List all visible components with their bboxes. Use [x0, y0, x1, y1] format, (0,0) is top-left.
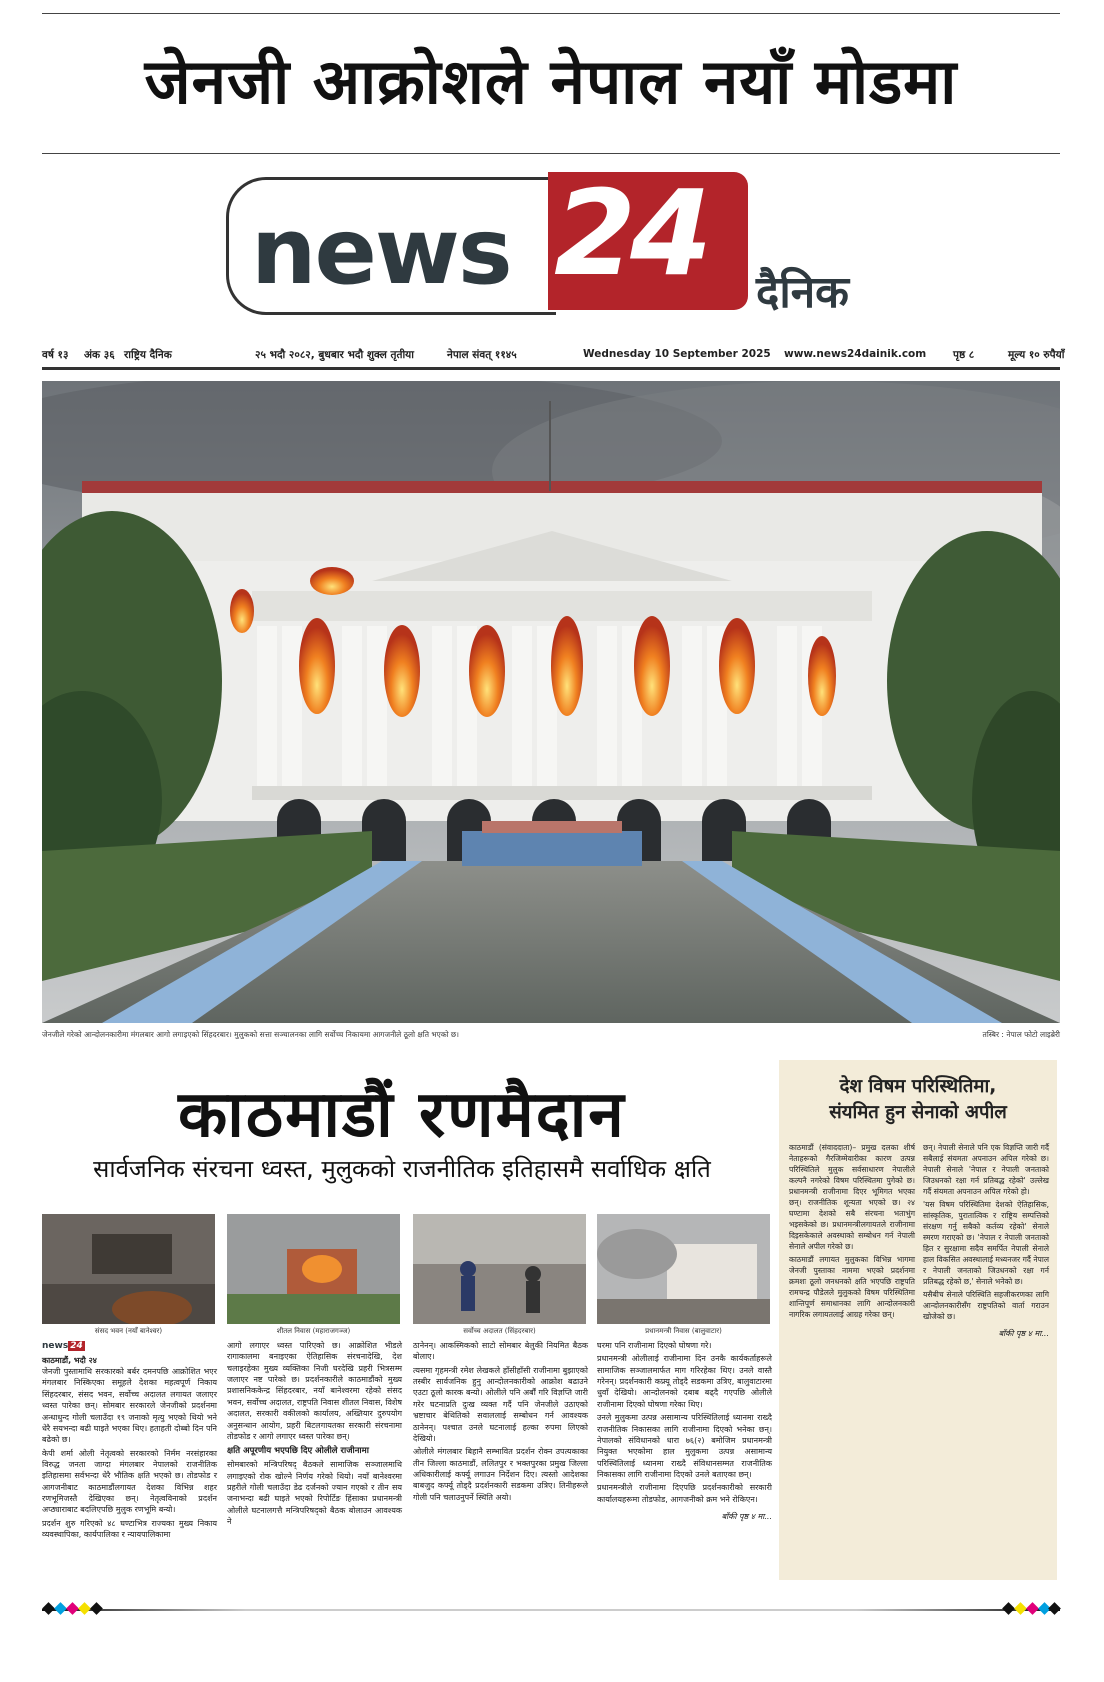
- hero-credit: तस्बिर : नेपाल फोटो लाइब्रेरी: [982, 1030, 1060, 1039]
- sidebar-continued-note: बाँकी पृष्ठ ४ मा...: [998, 1329, 1049, 1338]
- story-paragraph: त्यसमा गृहमन्त्री रमेश लेखकले हाँसीहाँसी राजीनामा बुझाएको तस्बीर सार्वजनिक हुनु आन्दोलनकारीको आक्रोश बढाउने एउटा ठूलो कारक बन्यो। ओलीले पनि अर्बौं गरि विज्ञप्ति जारी गरेर घटनाप्रति दुःख व्यक्त गर्दै पनि जेनजीले उठाएको भ्रष्टाचार बेथितिको सवाललाई सम्बोधन गर्न आवश्यक ठानेनन्। पश्चात उनले घटनालाई हल्का रुपमा लिएको देखियो।: [413, 1365, 588, 1443]
- print-registration-bar: [42, 1603, 1060, 1617]
- thumb-pm-residence: [597, 1214, 770, 1324]
- logo-frame: [226, 177, 556, 315]
- nepali-date: २५ भदौ २०८२, बुधबार भदौ शुक्ल तृतीया: [255, 349, 414, 361]
- sidebar-paragraph: यसैबीच सेनाले परिस्थिति सहजीकरणका लागि आन्दोलनकारीसँग राष्ट्रपतिको वार्ता गराउन खोजेको छ।: [923, 1290, 1049, 1321]
- thumb-caption-1: संसद भवन (नयाँ बानेश्वर): [94, 1327, 163, 1335]
- paper-type: राष्ट्रिय दैनिक: [124, 349, 172, 361]
- logo-word: news: [251, 198, 511, 305]
- dateline-rule: [42, 367, 1060, 370]
- sidebar-story: [779, 1060, 1057, 1580]
- story-paragraph: ठानेनन्। आकस्मिकको साटो सोमबार बेलुकी नियमित बैठक बोलाए।: [413, 1341, 588, 1362]
- story-paragraph: प्रधानमन्त्री ओलीलाई राजीनामा दिन उनकै कार्यकर्ताहरूले सामाजिक सञ्जालमार्फत माग गरिरहेका थिए। उनले वास्तै गरेनन्। प्रदर्शनकारी कफ्र्यू तोड्दै सडकमा उत्रिए, बालुवाटारमा धुवाँ देखियो। आन्दोलनको दबाब बढ्दै गएपछि ओलीले राजीनामा दिएको घोषणा गरेका थिए।: [597, 1354, 772, 1409]
- story-dateline: काठमाडौं, भदौ २४: [42, 1355, 97, 1365]
- story-column-2: [227, 1340, 402, 1529]
- registration-mark: [42, 1602, 55, 1615]
- english-date: Wednesday 10 September 2025: [583, 348, 771, 360]
- nepal-sambat: नेपाल संवत् ११४५: [447, 349, 517, 361]
- story-paragraph: उनले मुलुकमा उत्पन्न असामान्य परिस्थितिलाई ध्यानमा राख्दै राजनीतिक निकासका लागि राजीनामा दिएको भनेका छन्। नेपालको संविधानको धारा ७६(२) बमोजिम प्रधानमन्त्री नियुक्त भएकोमा हाल मुलुकमा उत्पन्न असामान्य परिस्थितिलाई ध्यानमा राख्दै संविधानसम्मत राजनीतिक निकासका लागि राजीनामा दिएको उनले बताएका छन्।: [597, 1413, 772, 1479]
- story-paragraph: प्रदर्शन शुरु गरिएको ४८ घण्टाभित्र राज्यका मुख्य निकाय व्यवस्थापिका, कार्यपालिका र न्यायपालिकामा: [42, 1518, 217, 1540]
- masthead-logo: [226, 164, 886, 342]
- thumb-caption-2: शीतल निवास (महाराजगञ्ज): [276, 1327, 351, 1335]
- thumb-parliament: [42, 1214, 215, 1324]
- issue-number: अंक ३६: [84, 349, 115, 361]
- main-headline: काठमाडौं रणमैदान: [178, 1078, 626, 1152]
- logo-number: 24: [554, 164, 707, 302]
- story-paragraph: प्रधानमन्त्रीले राजीनामा दिएपछि प्रदर्शनकारीको सरकारी कार्यालयहरूमा तोडफोड, आगजनीको क्रम भने रोकिएन।: [597, 1483, 772, 1504]
- sidebar-paragraph: 'यस विषम परिस्थितिमा देशको ऐतिहासिक, सांस्कृतिक, पुरातात्विक र राष्ट्रिय सम्पत्तिको संरक्षण गर्नु सबैको कर्तव्य रहेको' सेनाले स्मरण गराएको छ। 'नेपाल र नेपाली जनताको हित र सुरक्षामा सदैव समर्पित नेपाली सेनाले हाल विकसित अवस्थालाई मध्यनजर गर्दै नेपाल र नेपाली जनताको जिउधनको रक्षा गर्न प्रतिबद्ध रहेको छ,' सेनाले भनेको छ।: [923, 1200, 1049, 1286]
- price: मूल्य १० रुपैयाँ: [1008, 349, 1065, 361]
- hero-caption: जेनजीले गरेको आन्दोलनकारीमा मंगलबार आगो लगाइएको सिंहदरबार। मुलुकको सत्ता सञ्चालनका लागि सर्वोच्च निकायमा आगजनीले ठूलो क्षति भएको छ।: [42, 1030, 460, 1039]
- top-headline: जेनजी आक्रोशले नेपाल नयाँ मोडमा: [144, 45, 958, 118]
- story-paragraph: सोमबारको मन्त्रिपरिषद् बैठकले सामाजिक सञ्जालमाथि लगाइएको रोक खोल्ने निर्णय गरेको थियो। नयाँ बानेश्वरमा प्रहरीले गोली चलाउँदा डेढ दर्जनको ज्यान गएको र तीन सय जनाभन्दा बढी घाइते भएको रिपोर्टिङ हिंसाका प्रधानमन्त्री ओलीले घटनालगत्तै मन्त्रिपरिषद्को बैठक बोलाउन आवश्यक ने: [227, 1460, 402, 1527]
- top-rule: [42, 13, 1060, 14]
- thumb-supreme-court: [413, 1214, 586, 1324]
- page-count: पृष्ठ ८: [953, 349, 975, 361]
- burning-palace-image: [42, 381, 1060, 1023]
- story-column-3: [413, 1340, 588, 1505]
- dateline-bar: [42, 348, 1065, 366]
- mini-logo: news 24: [42, 1341, 83, 1351]
- story-subheading: क्षति अपूरणीय भएपछि दिए ओलीले राजीनामा: [227, 1446, 369, 1457]
- story-paragraph: ओलीले मंगलबार बिहानै सम्भावित प्रदर्शन रोक्न उपत्यकाका तीन जिल्ला काठमाडौं, ललितपुर र भक्तपुरका प्रमुख जिल्ला अधिकारीलाई कर्फ्यू लगाउन निर्देशन दिए। त्यस्तो आदेशका बाबजुद कर्फ्यू तोड्दै प्रदर्शनकारी सडकमा उत्रिए। तिनीहरूले गोली पनि चलाउनुपर्ने स्थिति अयो।: [413, 1447, 588, 1502]
- story-column-1: [42, 1340, 217, 1543]
- main-subheadline: सार्वजनिक संरचना ध्वस्त, मुलुकको राजनीतिक इतिहासमै सर्वाधिक क्षति: [93, 1155, 711, 1183]
- story-paragraph: घरमा पनि राजीनामा दिएको घोषणा गरे।: [597, 1341, 712, 1350]
- sidebar-paragraph: काठमाडौं लगायत मुलुकका विभिन्न भागमा जेनजी पुस्ताका नाममा भएको प्रदर्शनमा क्रमशः ठूलो जनधनको क्षति भएपछि राष्ट्रपति रामचन्द्र पौडेलले मुलुकको विषम परिस्थितिमा शान्तिपूर्ण समाधानका लागि आन्दोलनकारी नागरिक लगायतलाई आग्रह गरेका छन्।: [789, 1255, 915, 1319]
- headline-rule: [42, 153, 1060, 154]
- sidebar-paragraph: काठमाडौं (संवाददाता)– प्रमुख दलका शीर्ष नेताहरूको गैरजिम्मेवारीका कारण उत्पन्न परिस्थितिले मुलुक सर्वसाधारण नेपालीले कल्पनै नगरेको विषम परिस्थितमा पुगेको छ। प्रधानमन्त्री राजीनामा दिएर भूमिगत भएका छन्। राजनीतिक शून्यता भएको छ। २४ घण्टामा देशको सबै संरचना भताभुंग भइसकेको छ। प्रधानमन्त्रीलगायतले राजीनामा दिइसकेकाले अवस्थाको सम्बोधन गर्न नेपाली सेनाले अपील गरेको छ।: [789, 1143, 915, 1251]
- logo-suffix: दैनिक: [756, 267, 849, 318]
- story-paragraph: आगो लगाएर ध्वस्त पारिएको छ। आक्रोशित भीडले रागाकालमा बनाइएका ऐतिहासिक संरचनादेखि, देश चलाइरहेका मुख्य व्यक्तिका निजी घरदेखि प्रहरी भित्रसम्म जलाएर नष्ट पारेको छ। प्रदर्शनकारीले काठमाडौंको मुख्य प्रशासनिककेन्द्र सिंहदरबार, नयाँ बानेश्वरमा रहेको संसद भवन, सर्वोच्च अदालत, राष्ट्रपति निवास शीतल निवास, विशेष अदालत, सरकारी वकीलको कार्यालय, अख्तियार दुरुपयोग अनुसन्धान आयोग, प्रहरी बिटलगायतका सरकारी संरचनामा तोडफोड र आगो लगाएर ध्वस्त पारेका छन्।: [227, 1341, 402, 1441]
- volume: वर्ष १३: [42, 349, 69, 361]
- sidebar-column-2: [923, 1142, 1049, 1340]
- sidebar-column-1: [789, 1142, 915, 1322]
- thumb-caption-3: सर्वोच्च अदालत (सिंहदरबार): [463, 1327, 536, 1335]
- story-column-4: [597, 1340, 772, 1522]
- thumb-caption-4: प्रधानमन्त्री निवास (बालुवाटार): [645, 1327, 722, 1335]
- sidebar-paragraph: छन्। नेपाली सेनाले पनि एक विज्ञप्ति जारी गर्दै सबैलाई संयमता अपनाउन अपिल गरेको छ। नेपाली सेनाले 'नेपाल र नेपाली जनताको जिउधनको रक्षा गर्न प्रतिबद्ध रहेको' उल्लेख गर्दै संयमता अपनाउन अपिल गरेको हो।: [923, 1143, 1049, 1196]
- continued-note: बाँकी पृष्ठ ४ मा...: [721, 1512, 772, 1522]
- thumb-sheetal-niwas: [227, 1214, 400, 1324]
- website: www.news24dainik.com: [784, 348, 927, 360]
- sidebar-headline: देश विषम परिस्थितिमा, संयमित हुन सेनाको अपील: [829, 1076, 1007, 1123]
- story-paragraph: जेनजी पुस्तामाथि सरकारको बर्बर दमनपछि आक्रोशित भएर मंगलबार निस्किएका समूहले देशका महत्वपूर्ण निकाय सिंहदरबार, संसद भवन, सर्वोच्च अदालत लगायत जलाएर ध्वस्त पारेका छन्। सोमबार सरकारले जेनजीको प्रदर्शनमा अन्धाधुन्द गोली चलाउँदा १९ जनाको मृत्यु भएको थियो भने धेरै सयभन्दा बढी घाइते भएका थिए। हताहती दोब्बो दिन पनि बढेको छ।: [42, 1367, 217, 1445]
- hero-photo: [42, 381, 1060, 1023]
- story-paragraph: केपी शर्मा ओली नेतृत्वको सरकारको निर्मम नरसंहारका विरुद्ध जनता जाग्दा मंगलबार नेपालको राजनीतिक इतिहासमा सर्वभन्दा धेरै भौतिक क्षति भएको छ। तोडफोड र आगजनीबाट काठमाडौंलगायत देशका विभिन्न शहर रणभूमिजस्तै देखिएका छन्। नेतृत्वविनाको प्रदर्शन अप्ठ्याराबाट बदलिएपछि मुलुक रणभूमि बन्यो।: [42, 1448, 217, 1515]
- logo-number-block: [548, 164, 748, 310]
